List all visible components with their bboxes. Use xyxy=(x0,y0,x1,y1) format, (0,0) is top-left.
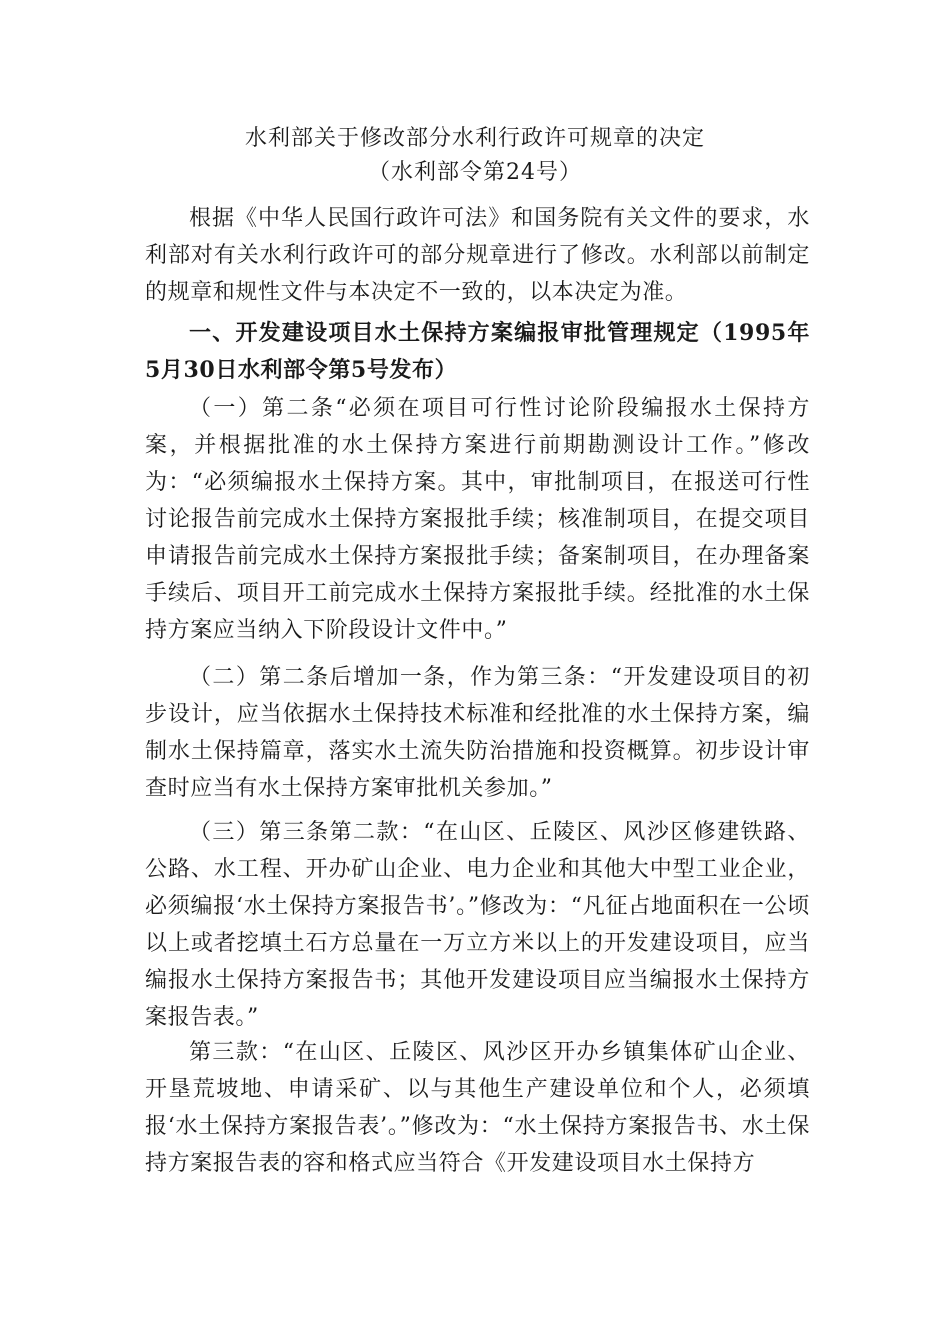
item-paragraph: （三）第三条第二款：“在山区、丘陵区、风沙区修建铁路、公路、水工程、开办矿山企业、电力企业和其他大中型工业企业，必须编报‘水土保持方案报告书’。”修改为：“凡征占地面积在一公顷以上或者挖填土石方总量在一万立方米以上的开发建设项目，应当编报水土保持方案报告书；其他开发建设项目应当编报水土保持方案报告表。” xyxy=(145,820,810,1030)
item-paragraph: （二）第二条后增加一条，作为第三条：“开发建设项目的初步设计，应当依据水土保持技术标准和经批准的水土保持方案，编制水土保持篇章，落实水土流失防治措施和投资概算。初步设计审查时应当有水土保持方案审批机关参加。” xyxy=(145,665,810,801)
section-heading: 一、开发建设项目水土保持方案编报审批管理规定（1995年5月30日水利部令第5号发布） xyxy=(145,320,810,383)
item-paragraph: 第三款：“在山区、丘陵区、风沙区开办乡镇集体矿山企业、开垦荒坡地、申请采矿、以与其他生产建设单位和个人，必须填报‘水土保持方案报告表’。”修改为：“水土保持方案报告书、水土保持方案报告表的容和格式应当符合《开发建设项目水土保持方 xyxy=(145,1040,810,1176)
intro-paragraph: 根据《中华人民国行政许可法》和国务院有关文件的要求，水利部对有关水利行政许可的部分规章进行了修改。水利部以前制定的规章和规性文件与本决定不一致的，以本决定为准。 xyxy=(145,206,810,305)
item-paragraph: （一）第二条“必须在项目可行性讨论阶段编报水土保持方案，并根据批准的水土保持方案进行前期勘测设计工作。”修改为：“必须编报水土保持方案。其中，审批制项目，在报送可行性讨论报告前完成水土保持方案报批手续；核准制项目，在提交项目申请报告前完成水土保持方案报批手续；备案制项目，在办理备案手续后、项目开工前完成水土保持方案报批手续。经批准的水土保持方案应当纳入下阶段设计文件中。” xyxy=(145,396,810,643)
document-title: 水利部关于修改部分水利行政许可规章的决定 xyxy=(244,126,705,151)
document-subtitle: （水利部令第24号） xyxy=(368,160,582,185)
